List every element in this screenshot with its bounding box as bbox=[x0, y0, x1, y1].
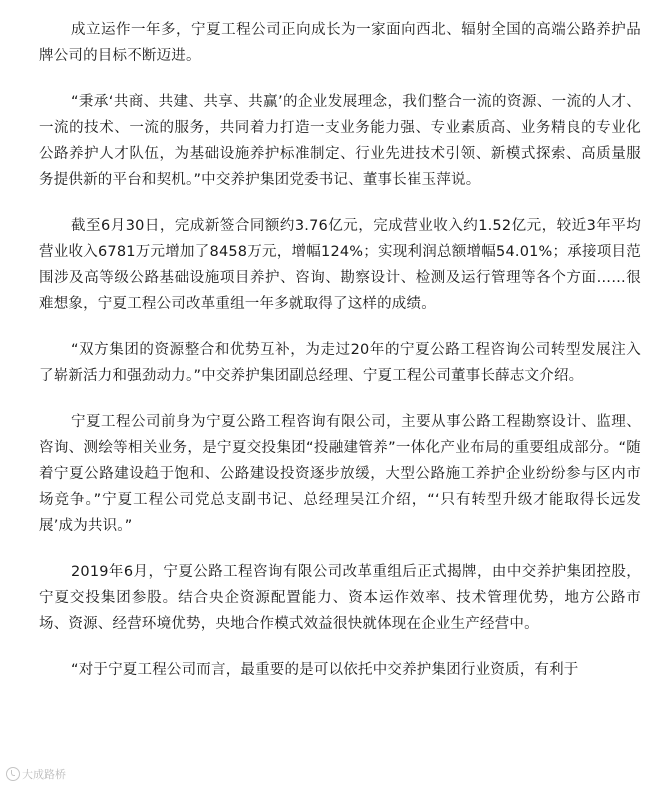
paragraph-2: “秉承‘共商、共建、共享、共赢’的企业发展理念，我们整合一流的资源、一流的人才、一流的技术、一流的服务，共同着力打造一支业务能力强、专业素质高、业务精良的专业化公路养护人才队伍，为基础设施养护标准制定、行业先进技术引领、新模式探索、高质量服务提供新的平台和契机。”中交养护集团党委书记、董事长崔玉萍说。 bbox=[39, 94, 641, 188]
watermark-logo-icon bbox=[6, 767, 20, 781]
paragraph-1: 成立运作一年多，宁夏工程公司正向成长为一家面向西北、辐射全国的高端公路养护品牌公司的目标不断迈进。 bbox=[39, 22, 641, 64]
paragraph-4: “双方集团的资源整合和优势互补，为走过20年的宁夏公路工程咨询公司转型发展注入了崭新活力和强劲动力。”中交养护集团副总经理、宁夏工程公司董事长薛志文介绍。 bbox=[39, 342, 641, 384]
source-watermark bbox=[6, 766, 66, 782]
paragraph-7: “对于宁夏工程公司而言，最重要的是可以依托中交养护集团行业资质，有利于 bbox=[71, 662, 579, 678]
watermark-text: 大成路桥 bbox=[22, 768, 66, 781]
paragraph-3: 截至6月30日，完成新签合同额约3.76亿元，完成营业收入约1.52亿元，较近3年平均营业收入6781万元增加了8458万元，增幅124%；实现利润总额增幅54.01%；承接项目范围涉及高等级公路基础设施项目养护、咨询、勘察设计、检测及运行管理等各个方面……很难想象，宁夏工程公司改革重组一年多就取得了这样的成绩。 bbox=[39, 218, 641, 312]
paragraph-6: 2019年6月，宁夏公路工程咨询有限公司改革重组后正式揭牌，由中交养护集团控股，宁夏交投集团参股。结合央企资源配置能力、资本运作效率、技术管理优势，地方公路市场、资源、经营环境优势，央地合作模式效益很快就体现在企业生产经营中。 bbox=[39, 564, 641, 632]
paragraph-5: 宁夏工程公司前身为宁夏公路工程咨询有限公司，主要从事公路工程勘察设计、监理、咨询、测绘等相关业务，是宁夏交投集团“投融建管养”一体化产业布局的重要组成部分。“随着宁夏公路建设趋于饱和、公路建设投资逐步放缓，大型公路施工养护企业纷纷参与区内市场竞争。”宁夏工程公司党总支副书记、总经理吴江介绍，“‘只有转型升级才能取得长远发展’成为共识。” bbox=[39, 414, 641, 534]
